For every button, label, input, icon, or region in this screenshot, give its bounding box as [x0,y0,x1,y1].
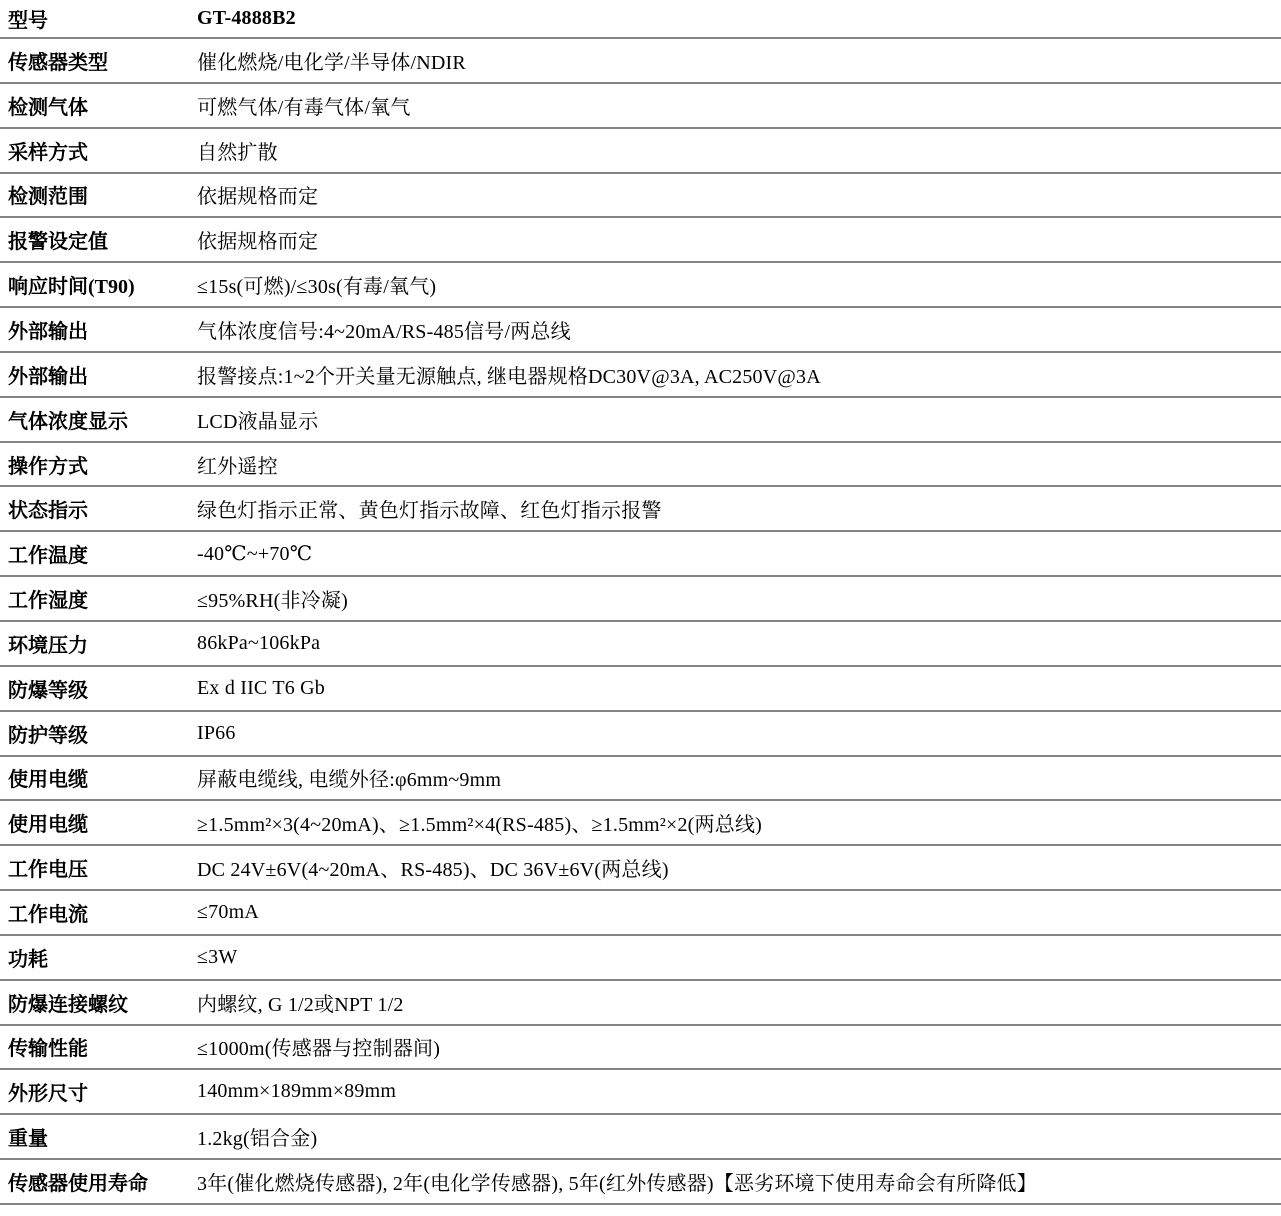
spec-label: 工作电流 [8,903,88,926]
spec-value: 1.2kg(铝合金) [197,1128,318,1151]
spec-label: 工作温度 [8,545,88,568]
spec-row-status-indicator [0,487,1281,532]
spec-value: -40℃~+70℃ [197,543,313,566]
spec-row-external-output-relay [0,353,1281,398]
spec-row-weight [0,1115,1281,1160]
spec-value: 红外遥控 [197,455,278,478]
spec-label: 使用电缆 [8,814,88,837]
spec-label: 传感器类型 [8,51,108,74]
spec-row-alarm-setpoint [0,218,1281,263]
spec-value: 屏蔽电缆线, 电缆外径:φ6mm~9mm [197,769,502,792]
spec-value: ≤3W [197,945,238,968]
spec-label: 外部输出 [8,365,88,388]
spec-label: 功耗 [8,948,48,971]
spec-row-detected-gas [0,84,1281,129]
spec-row-power-consumption [0,936,1281,981]
spec-row-response-time [0,263,1281,308]
spec-row-explosion-proof-rating [0,667,1281,712]
spec-row-external-output-signal [0,308,1281,353]
spec-value: ≤15s(可燃)/≤30s(有毒/氧气) [197,276,437,299]
spec-label: 气体浓度显示 [8,410,128,433]
spec-label: 状态指示 [8,500,88,523]
spec-row-operating-humidity [0,577,1281,622]
spec-label: 防爆连接螺纹 [8,993,128,1016]
spec-value: Ex d IIC T6 Gb [197,676,325,699]
spec-value: ≤1000m(传感器与控制器间) [197,1038,441,1061]
spec-value: 催化燃烧/电化学/半导体/NDIR [197,51,466,74]
spec-label: 报警设定值 [8,231,108,254]
spec-label: 工作电压 [8,859,88,882]
spec-row-operating-temperature [0,532,1281,577]
spec-label: 工作湿度 [8,590,88,613]
spec-value: 3年(催化燃烧传感器), 2年(电化学传感器), 5年(红外传感器)【恶劣环境下使用寿命会有所降低】 [197,1173,1037,1196]
spec-row-cable-type [0,757,1281,802]
spec-value: IP66 [197,721,236,744]
spec-value: 依据规格而定 [197,231,319,254]
spec-label: 检测气体 [8,96,88,119]
spec-row-model [0,0,1281,39]
spec-row-operating-voltage [0,846,1281,891]
spec-label: 环境压力 [8,634,88,657]
spec-row-sampling-method [0,129,1281,174]
spec-row-operating-current [0,891,1281,936]
spec-label: 使用电缆 [8,769,88,792]
spec-value: ≥1.5mm²×3(4~20mA)、≥1.5mm²×4(RS-485)、≥1.5mm²×2(两总线) [197,814,762,837]
spec-row-transmission-distance [0,1026,1281,1071]
spec-label: 传输性能 [8,1038,88,1061]
spec-label: 防护等级 [8,724,88,747]
spec-label: 检测范围 [8,186,88,209]
spec-value: GT-4888B2 [197,7,296,29]
spec-label: 重量 [8,1128,48,1151]
spec-row-sensor-type [0,39,1281,84]
spec-value: 绿色灯指示正常、黄色灯指示故障、红色灯指示报警 [197,500,662,523]
spec-value: 气体浓度信号:4~20mA/RS-485信号/两总线 [197,320,571,343]
spec-value: DC 24V±6V(4~20mA、RS-485)、DC 36V±6V(两总线) [197,859,669,882]
spec-row-ingress-protection [0,712,1281,757]
spec-value: LCD液晶显示 [197,410,319,433]
spec-value: 可燃气体/有毒气体/氧气 [197,96,411,119]
spec-row-operation-method [0,443,1281,488]
spec-value: ≤95%RH(非冷凝) [197,590,348,613]
spec-value: 报警接点:1~2个开关量无源触点, 继电器规格DC30V@3A, AC250V@3A [197,365,821,388]
spec-label: 传感器使用寿命 [8,1173,148,1196]
spec-value: 内螺纹, G 1/2或NPT 1/2 [197,993,404,1016]
spec-label: 外形尺寸 [8,1083,88,1106]
spec-row-cable-spec [0,801,1281,846]
spec-label: 响应时间(T90) [8,276,135,299]
spec-label: 采样方式 [8,141,88,164]
spec-value: 自然扩散 [197,141,278,164]
spec-row-ambient-pressure [0,622,1281,667]
spec-value: ≤70mA [197,900,259,923]
spec-value: 140mm×189mm×89mm [197,1080,397,1103]
spec-label: 防爆等级 [8,679,88,702]
spec-value: 86kPa~106kPa [197,631,321,654]
spec-row-thread-connection [0,981,1281,1026]
spec-label: 外部输出 [8,320,88,343]
spec-label: 型号 [8,10,48,32]
spec-label: 操作方式 [8,455,88,478]
spec-row-detection-range [0,174,1281,219]
spec-row-concentration-display [0,398,1281,443]
spec-row-dimensions [0,1070,1281,1115]
spec-value: 依据规格而定 [197,186,319,209]
spec-row-sensor-lifespan [0,1160,1281,1205]
